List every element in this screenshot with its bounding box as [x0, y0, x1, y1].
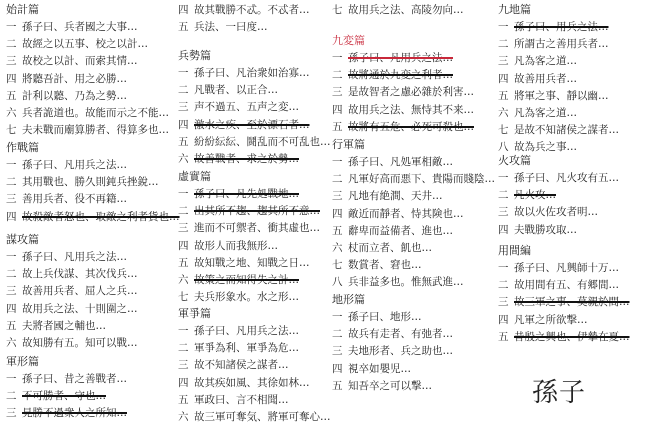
verse-line	[498, 204, 598, 220]
chapter-title: 虛實篇	[178, 170, 211, 183]
verse-line	[178, 255, 310, 271]
verse-number: 一	[178, 67, 189, 79]
verse-line	[6, 405, 127, 421]
verse-text: 凡軍之所欲撃…	[514, 313, 588, 326]
verse-number: 三	[498, 206, 509, 219]
verse-text: 故以火佐攻者明…	[514, 206, 598, 219]
verse-number: 二	[178, 342, 189, 355]
verse-text: 孫子曰、地形…	[348, 311, 422, 323]
verse-number: 二	[178, 84, 189, 97]
verse-number: 二	[498, 38, 509, 51]
verse-text: 辭卑而益備者、進也…	[348, 224, 453, 237]
verse-number: 一	[332, 52, 343, 64]
verse-line	[498, 88, 609, 104]
verse-number: 三	[178, 222, 189, 235]
verse-line	[498, 277, 619, 293]
verse-number: 七	[498, 124, 509, 137]
verse-text: 孫子曰、凡興師十万…	[514, 262, 619, 274]
verse-text: 故策之而知得失之計…	[194, 274, 299, 286]
verse-number: 四	[6, 72, 17, 85]
verse-line	[332, 84, 474, 100]
verse-number: 五	[178, 393, 189, 406]
verse-line	[498, 312, 588, 328]
verse-text: 凡軍好高而悪下、貴陽而賤陰…	[348, 173, 495, 186]
verse-text: 將聽吾計、用之必勝…	[22, 72, 127, 85]
verse-text: 故三軍可奪気、將軍可奪心…	[194, 411, 331, 423]
verse-text: 軍爭為利、軍爭為危…	[194, 342, 299, 355]
verse-line	[178, 289, 299, 305]
verse-line	[178, 323, 299, 339]
verse-text: 所謂古之善用兵者…	[514, 38, 609, 51]
verse-line	[332, 119, 474, 135]
chapter-title: 地形篇	[332, 293, 365, 306]
verse-text: 將軍之事、靜以幽…	[514, 89, 609, 102]
verse-number: 六	[178, 411, 189, 423]
verse-text: 孫子曰、凡先処戰地…	[194, 188, 299, 200]
verse-line	[332, 309, 422, 325]
verse-text: 故經之以五事、校之以計…	[22, 38, 148, 51]
verse-line	[6, 209, 180, 225]
verse-line	[6, 122, 169, 138]
verse-line	[178, 134, 331, 150]
verse-line	[332, 274, 464, 290]
verse-text: 数賞者、窘也…	[348, 259, 422, 272]
verse-text: 故知勝有五。知可以戰…	[22, 337, 138, 349]
verse-text: 兵法、一曰度…	[194, 21, 268, 34]
verse-line	[6, 71, 127, 87]
verse-number: 八	[498, 141, 509, 154]
verse-line	[178, 392, 289, 408]
chapter-title: 火攻篇	[498, 154, 531, 167]
verse-line	[178, 375, 310, 391]
verse-number: 四	[178, 4, 189, 16]
verse-number: 五	[332, 379, 343, 392]
verse-number: 一	[6, 373, 17, 385]
verse-number: 二	[178, 205, 189, 218]
verse-text: 凡地有絶澗、天井…	[348, 190, 443, 203]
verse-text: 其用戰也、勝久則鈍兵挫銳…	[22, 176, 159, 189]
verse-number: 四	[498, 72, 509, 85]
verse-text: 孫子曰、凡処軍相敵…	[348, 156, 453, 168]
sunzi-logo: 孫子	[532, 378, 587, 408]
verse-text: 兵非益多也。惟無武進…	[348, 276, 464, 289]
verse-text: 孫子曰、用兵之法…	[514, 21, 609, 33]
verse-text: 故三軍之事、莫親於間…	[514, 296, 630, 309]
verse-number: 三	[498, 55, 509, 68]
verse-number: 一	[6, 251, 17, 263]
verse-line	[332, 188, 443, 204]
verse-number: 四	[178, 239, 189, 252]
verse-text: 孫子曰、凡用兵之法…	[22, 159, 127, 171]
verse-number: 三	[6, 55, 17, 68]
verse-line	[6, 283, 138, 299]
verse-line	[332, 378, 432, 394]
verse-line	[178, 151, 299, 167]
chapter-title: 軍爭篇	[178, 307, 211, 320]
verse-text: 故其戰勝不忒。不忒者…	[194, 4, 310, 16]
verse-line	[498, 260, 619, 276]
verse-number: 五	[178, 21, 189, 34]
chapter-title: 始計篇	[6, 3, 39, 16]
verse-text: 進而不可禦者、衝其虛也…	[194, 222, 320, 235]
verse-text: 故將通於九変之利者…	[348, 69, 453, 82]
verse-number: 六	[6, 337, 17, 349]
verse-text: 故將有五危、必死可殺也…	[348, 120, 474, 133]
verse-line	[332, 343, 453, 359]
verse-text: 出其所不趨、趨其所不意…	[194, 205, 320, 218]
verse-line	[498, 170, 619, 186]
verse-number: 三	[6, 407, 17, 420]
verse-line	[498, 36, 609, 52]
verse-number: 四	[332, 103, 343, 116]
verse-line	[6, 191, 127, 207]
verse-number: 一	[178, 325, 189, 337]
verse-text: 故形人而我無形…	[194, 239, 278, 252]
verse-number: 三	[332, 190, 343, 203]
verse-line	[332, 223, 453, 239]
verse-number: 三	[178, 101, 189, 114]
chapter-title: 軍形篇	[6, 355, 39, 368]
verse-text: 孫子曰、凡用兵之法…	[194, 325, 299, 337]
verse-number: 三	[332, 86, 343, 99]
verse-text: 故上兵伐謀、其次伐兵…	[22, 268, 138, 281]
verse-line	[178, 272, 299, 288]
verse-text: 故善用兵者、屈人之兵…	[22, 285, 138, 298]
verse-number: 二	[332, 328, 343, 341]
verse-text: 知吾卒之可以撃…	[348, 379, 432, 392]
verse-line	[6, 36, 148, 52]
verse-line	[6, 53, 138, 69]
verse-number: 一	[498, 172, 509, 184]
verse-text: 是故不知諸侯之謀者…	[514, 124, 619, 137]
verse-text: 声不過五、五声之変…	[194, 101, 299, 114]
verse-number: 二	[332, 69, 343, 82]
chapter-title: 行軍篇	[332, 138, 365, 151]
verse-text: 善用兵者、役不再籍…	[22, 193, 127, 206]
verse-line	[178, 203, 320, 219]
verse-line	[332, 102, 474, 118]
verse-text: 故善用兵者…	[514, 72, 577, 85]
verse-line	[498, 294, 630, 310]
verse-number: 四	[498, 223, 509, 236]
chapter-title: 謀攻篇	[6, 233, 39, 246]
verse-number: 五	[332, 120, 343, 133]
verse-text: 激水之疾、至於漂石者…	[194, 118, 310, 131]
verse-line	[6, 105, 169, 121]
verse-text: 孫子曰、兵者國之大事…	[22, 21, 138, 33]
verse-number: 一	[332, 156, 343, 168]
verse-line	[332, 240, 432, 256]
verse-line	[332, 326, 453, 342]
verse-line	[498, 53, 577, 69]
verse-number: 二	[6, 268, 17, 281]
chapter-title: 兵勢篇	[178, 49, 211, 62]
verse-text: 夫未戰而廟算勝者、得算多也…	[22, 124, 169, 137]
verse-number: 二	[6, 176, 17, 189]
verse-number: 六	[498, 107, 509, 119]
verse-line	[6, 174, 159, 190]
verse-line	[6, 301, 138, 317]
verse-line	[178, 340, 299, 356]
verse-text: 孫子曰、昔之善戰者…	[22, 373, 127, 385]
verse-line	[178, 2, 310, 18]
verse-text: 故知戰之地、知戰之日…	[194, 256, 310, 269]
verse-number: 五	[498, 89, 509, 102]
verse-text: 夫兵形象水。水之形…	[194, 291, 299, 304]
verse-text: 故用兵之法、十則圍之…	[22, 302, 138, 315]
verse-number: 三	[6, 285, 17, 298]
verse-line	[6, 88, 127, 104]
verse-number: 七	[332, 4, 343, 16]
verse-line	[498, 222, 577, 238]
verse-text: 視卒如嬰児…	[348, 362, 411, 375]
verse-text: 故其疾如風、其徐如林…	[194, 376, 310, 389]
verse-text: 昔殷之興也、伊摯在夏…	[514, 330, 630, 343]
verse-number: 一	[178, 188, 189, 200]
verse-text: 凡為客之道…	[514, 55, 577, 68]
verse-text: 兵者詭道也。故能而示之不能…	[22, 107, 169, 119]
verse-number: 二	[498, 279, 509, 292]
verse-line	[6, 157, 127, 173]
verse-text: 夫將者國之輔也…	[22, 319, 106, 332]
verse-text: 夫地形者、兵之助也…	[348, 345, 453, 358]
verse-number: 五	[178, 256, 189, 269]
verse-line	[498, 19, 609, 35]
verse-text: 孫子曰、凡用兵之法…	[22, 251, 127, 263]
verse-text: 故善戰者、求之於勢…	[194, 153, 299, 165]
chapter-title: 九変篇	[332, 34, 365, 47]
verse-number: 四	[498, 313, 509, 326]
verse-text: 孫子曰、凡火攻有五…	[514, 172, 619, 184]
verse-number: 六	[6, 107, 17, 119]
verse-number: 二	[498, 189, 509, 202]
chapter-title: 九地篇	[498, 3, 531, 16]
chapter-title: 用間編	[498, 244, 531, 257]
verse-line	[178, 220, 320, 236]
verse-text: 見勝不過衆人之所知…	[22, 407, 127, 420]
verse-text: 凡戰者、以正合…	[194, 84, 278, 97]
verse-number: 六	[178, 153, 189, 165]
verse-text: 凡火攻…	[514, 189, 556, 202]
verse-number: 三	[332, 345, 343, 358]
verse-number: 三	[178, 359, 189, 372]
verse-text: 紛紛紜紜、鬪乱而不可乱也…	[194, 135, 331, 148]
verse-line	[178, 409, 331, 425]
verse-number: 四	[332, 362, 343, 375]
verse-number: 一	[6, 21, 17, 33]
verse-text: 孫子曰、凡用兵之法…	[348, 52, 453, 64]
verse-line	[178, 82, 278, 98]
verse-line	[178, 238, 278, 254]
verse-number: 四	[6, 302, 17, 315]
verse-number: 四	[178, 118, 189, 131]
verse-text: 故不知諸侯之謀者…	[194, 359, 289, 372]
verse-number: 七	[178, 291, 189, 304]
verse-number: 七	[332, 259, 343, 272]
verse-line	[498, 329, 630, 345]
verse-number: 二	[332, 173, 343, 186]
verse-number: 五	[6, 319, 17, 332]
verse-number: 四	[178, 376, 189, 389]
verse-number: 四	[332, 207, 343, 220]
verse-line	[332, 67, 453, 83]
verse-line	[498, 187, 556, 203]
verse-line	[332, 154, 453, 170]
verse-line	[6, 266, 138, 282]
verse-line	[332, 50, 453, 66]
verse-line	[498, 105, 577, 121]
verse-text: 故校之以計、而索其情…	[22, 55, 138, 68]
chapter-title: 作戰篇	[6, 141, 39, 154]
verse-line	[332, 361, 411, 377]
verse-number: 五	[332, 224, 343, 237]
verse-line	[178, 65, 310, 81]
verse-line	[332, 171, 495, 187]
verse-number: 七	[6, 124, 17, 137]
verse-number: 五	[6, 89, 17, 102]
verse-text: 是故智者之慮必雜於利害…	[348, 86, 474, 99]
verse-line	[178, 357, 289, 373]
verse-line	[178, 186, 299, 202]
verse-text: 故兵有走者、有弛者…	[348, 328, 453, 341]
verse-line	[178, 117, 310, 133]
verse-line	[332, 2, 464, 18]
verse-number: 二	[6, 390, 17, 403]
verse-number: 四	[6, 210, 17, 223]
verse-text: 杖而立者、飢也…	[348, 242, 432, 254]
verse-number: 一	[498, 21, 509, 33]
verse-text: 軍政曰、言不相聞…	[194, 393, 289, 406]
verse-number: 八	[332, 276, 343, 289]
verse-line	[332, 257, 422, 273]
verse-number: 一	[332, 311, 343, 323]
verse-line	[6, 318, 106, 334]
verse-text: 凡為客之道…	[514, 107, 577, 119]
verse-number: 二	[6, 38, 17, 51]
verse-text: 故用兵之法、無恃其不来…	[348, 103, 474, 116]
verse-text: 故為兵之事…	[514, 141, 577, 154]
verse-line	[6, 249, 127, 265]
verse-text: 故殺敵者怒也、取敵之利者貨也…	[22, 210, 180, 223]
verse-text: 故用兵之法、高陵勿向…	[348, 4, 464, 16]
verse-number: 六	[332, 242, 343, 254]
verse-number: 六	[178, 274, 189, 286]
verse-number: 五	[498, 330, 509, 343]
verse-line	[332, 206, 464, 222]
verse-number: 三	[6, 193, 17, 206]
verse-line	[178, 19, 268, 35]
verse-text: 孫子曰、凡治衆如治寡…	[194, 67, 310, 79]
verse-line	[6, 388, 106, 404]
verse-text: 夫戰勝攻取…	[514, 223, 577, 236]
verse-line	[498, 71, 577, 87]
verse-number: 三	[498, 296, 509, 309]
verse-text: 故用間有五、有郷間…	[514, 279, 619, 292]
verse-line	[6, 19, 138, 35]
verse-text: 敵近而靜者、恃其険也…	[348, 207, 464, 220]
verse-number: 一	[6, 159, 17, 171]
verse-number: 一	[498, 262, 509, 274]
verse-line	[498, 122, 619, 138]
verse-line	[178, 99, 299, 115]
verse-line	[6, 371, 127, 387]
verse-text: 計利以聽、乃為之勢…	[22, 89, 127, 102]
verse-line	[6, 335, 138, 351]
verse-text: 不可勝者、守也…	[22, 390, 106, 403]
verse-number: 五	[178, 135, 189, 148]
